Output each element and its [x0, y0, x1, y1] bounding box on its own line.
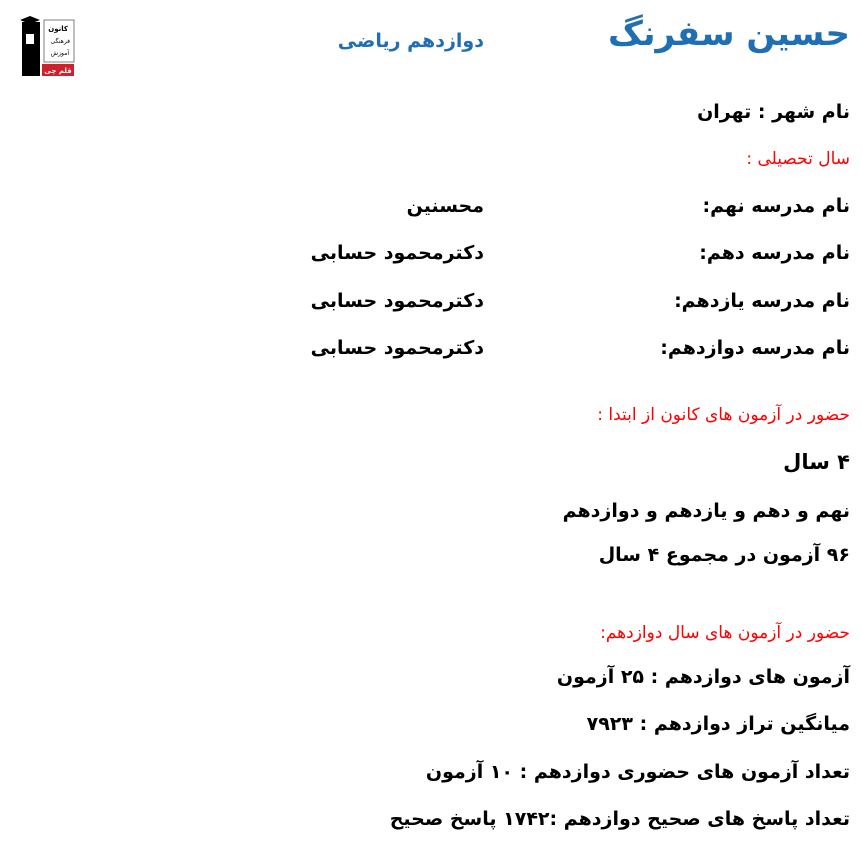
- school-9-label: نام مدرسه نهم:: [702, 195, 850, 217]
- logo-badge-text: قلم چی: [44, 67, 72, 75]
- logo-text-3: آموزش: [50, 50, 69, 57]
- school-11-value: دکترمحمود حسابی: [310, 290, 484, 312]
- grade12-exam-count: آزمون های دوازدهم : ۲۵ آزمون: [556, 666, 850, 688]
- city-line: نام شهر : تهران: [697, 101, 850, 123]
- school-9-value: محسنین: [406, 195, 484, 217]
- school-11-label: نام مدرسه یازدهم:: [674, 290, 850, 312]
- logo-text-1: کانون: [48, 25, 68, 33]
- student-name: حسین سفرنگ: [607, 14, 850, 54]
- grade12-correct-answers: تعداد پاسخ های صحیح دوازدهم :۱۷۴۲ پاسخ صحیح: [389, 808, 850, 830]
- grade12-heading: حضور در آزمون های سال دوازدهم:: [600, 623, 850, 643]
- attendance-grades: نهم و دهم و یازدهم و دوازدهم: [562, 500, 850, 522]
- school-12-value: دکترمحمود حسابی: [310, 337, 484, 359]
- attendance-heading: حضور در آزمون های کانون از ابتدا :: [597, 405, 850, 425]
- kanoon-logo: [20, 16, 78, 78]
- graduate-logo-icon: [20, 16, 78, 78]
- grade12-average-score: میانگین تراز دوازدهم : ۷۹۲۳: [586, 713, 850, 735]
- school-10-value: دکترمحمود حسابی: [310, 242, 484, 264]
- academic-year-label: سال تحصیلی :: [746, 149, 850, 169]
- grade-label: دوازدهم ریاضی: [337, 30, 484, 52]
- attendance-years: ۴ سال: [783, 450, 850, 474]
- attendance-total: ۹۶ آزمون در مجموع ۴ سال: [598, 544, 850, 566]
- school-12-label: نام مدرسه دوازدهم:: [660, 337, 850, 359]
- grade12-in-person: تعداد آزمون های حضوری دوازدهم : ۱۰ آزمون: [425, 761, 850, 783]
- school-10-label: نام مدرسه دهم:: [699, 242, 850, 264]
- logo-text-2: فرهنگی: [50, 38, 70, 45]
